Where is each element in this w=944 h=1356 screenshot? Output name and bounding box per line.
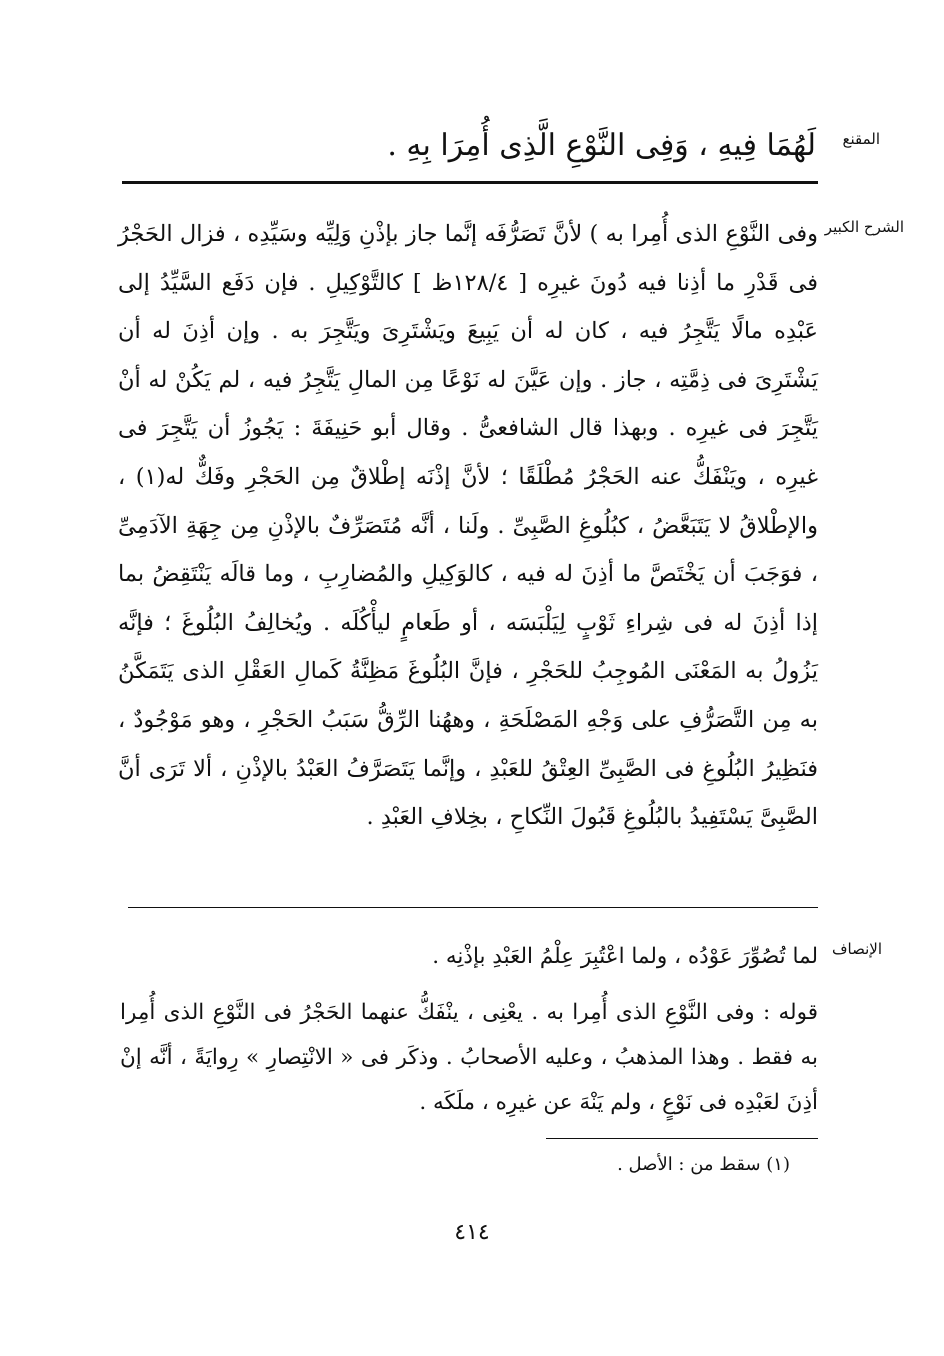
insaf-paragraph: قوله : وفى النَّوْعِ الذى أُمِرا به . يعْنِى ، ينْفَكُّ عنهما الحَجْرُ فى النَّوْعِ الذى أُمِرا به فقط . وهذا المذهبُ ، وعليه الأصحابُ . وذكَر فى « الانْتِصارِ » رِوايَةً ، أنَّه إنْ أذِنَ لعَبْدِه فى نَوْعٍ ، ولم يَنْهَ عن غيرِه ، ملَكَه . bbox=[120, 1000, 818, 1115]
page-number: ٤١٤ bbox=[454, 1220, 490, 1245]
footnote-divider bbox=[546, 1138, 818, 1139]
section-divider-thick bbox=[122, 181, 818, 184]
label-sharh: الشرح الكبير bbox=[824, 218, 904, 236]
matn-text: لَهُمَا فِيهِ ، وَفِى النَّوْعِ الَّذِى أُمِرَا بِهِ . bbox=[387, 128, 816, 163]
label-muqni: المقنع bbox=[842, 130, 880, 148]
section-divider-thin bbox=[128, 907, 818, 908]
insaf-continuation-line: لما تُصُوِّرَ عَوْدُه ، ولما اعْتُبِرَ عِلْمُ العَبْدِ بإذْنِه . bbox=[432, 944, 818, 969]
label-insaf: الإنصاف bbox=[831, 940, 882, 958]
footnote: (١) سقط من : الأصل . bbox=[617, 1154, 790, 1175]
sharh-text: وفى النَّوْعِ الذى أُمِرا به ) لأنَّ تَصَرُّفَه إنَّما جاز بإذْنِ وَلِيِّه وسَيِّدِه ، فزال الحَجْرُ فى قَدْرِ ما أذِنا فيه دُونَ غيرِه [ ١٢٨/٤ظ ] كالتَّوْكِيلِ . فإن دَفَع السَّيِّدُ إلى عَبْدِه مالًا يَتَّجِرُ فيه ، كان له أن يَبِيعَ ويَشْتَرِىَ ويَتَّجِرَ به . وإن أذِنَ له أن يَشْتَرِىَ فى ذِمَّتِه ، جاز . وإن عَيَّنَ له نَوْعًا مِن المالِ يَتَّجِرُ فيه ، لم يَكُنْ له أنْ يَتَّجِرَ فى غيرِه . وبهذا قال الشافعىُّ . وقال أبو حَنِيفَةَ : يَجُوزُ أن يَتَّجِرَ فى غيرِه ، ويَنْفَكُّ عنه الحَجْرُ مُطْلَقًا ؛ لأنَّ إذْنَه إطْلاقٌ مِن الحَجْرِ وفَكٌّ له(١) ، والإطْلاقُ لا يَتَبَعَّضُ ، كبُلُوغِ الصَّبِىِّ . ولَنا ، أنَّه مُتَصَرِّفٌ بالإذْنِ مِن جِهَةِ الآدَمِىِّ ، فوَجَبَ أن يَخْتَصَّ ما أذِنَ له فيه ، كالوَكِيلِ والمُضارِبِ ، وما قالَه يَنْتَقِضُ بما إذا أذِنَ له فى شِراءِ ثَوْبٍ لِيَلْبَسَه ، أو طَعامٍ ليأْكُلَه . ويُخالِفُ البُلُوغَ ؛ فإنَّه يَزُولُ به المَعْنَى المُوجِبُ للحَجْرِ ، فإنَّ البُلُوغَ مَظِنَّةُ كَمالِ العَقْلِ الذى يَتَمَكَّنُ به مِن التَّصَرُّفِ على وَجْهِ المَصْلَحَةِ ، وههُنا الرِّقُّ سَبَبُ الحَجْرِ ، وهو مَوْجُودٌ ، فنَظِيرُ البُلُوغِ فى الصَّبِىِّ العِتْقُ للعَبْدِ ، وإنَّما يَتَصَرَّفُ العَبْدُ بالإذْنِ ، ألا تَرَى أنَّ الصَّبِىَّ يَسْتَفِيدُ بالبُلُوغِ قَبُولَ النِّكاحِ ، بخِلافِ العَبْدِ . bbox=[118, 221, 818, 831]
